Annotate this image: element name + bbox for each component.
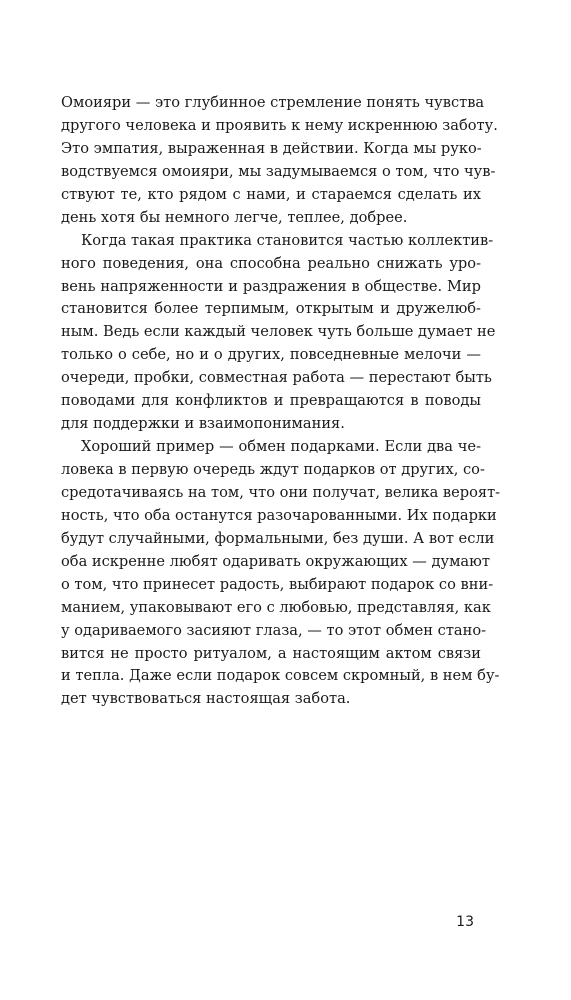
text-line: дет чувствоваться настоящая забота.: [61, 690, 351, 708]
text-line: у одариваемого засияют глаза, — то этот обмен стано-: [61, 621, 487, 639]
text-line: вится не просто ритуалом, а настоящим актом связи: [61, 644, 481, 662]
text-line: Это эмпатия, выраженная в действии. Когда мы руко-: [61, 139, 482, 157]
text-line: Хороший пример — обмен подарками. Если два че-: [81, 438, 481, 456]
text-line: ловека в первую очередь ждут подарков от других, со-: [61, 461, 485, 478]
text-line: становится более терпимым, открытым и дружелюб-: [61, 300, 481, 318]
text-line: ность, что оба останутся разочарованными. Их подарки: [61, 506, 497, 524]
text-line: и тепла. Даже если подарок совсем скромный, в нем бу-: [61, 667, 500, 685]
text-line: только о себе, но и о других, повседневные мелочи —: [61, 346, 481, 364]
text-line: для поддержки и взаимопонимания.: [61, 415, 345, 433]
text-line: Когда такая практика становится частью коллектив-: [81, 231, 494, 249]
paragraph: [61, 436, 501, 711]
text-line: день хотя бы немного легче, теплее, добрее.: [61, 208, 408, 226]
text-line: оба искренне любят одаривать окружающих — думают: [61, 552, 490, 570]
text-line: вень напряженности и раздражения в обществе. Мир: [61, 277, 481, 295]
text-line: будут случайными, формальными, без души. А вот если: [61, 529, 495, 547]
paragraph: [61, 230, 496, 436]
text-line: Омоияри — это глубинное стремление понять чувства: [61, 94, 485, 111]
text-line: ствуют те, кто рядом с нами, и стараемся сделать их: [61, 185, 481, 203]
text-line: другого человека и проявить к нему искреннюю заботу.: [61, 116, 498, 134]
text-line: средотачиваясь на том, что они получат, велика вероят-: [61, 483, 501, 501]
text-line: манием, упаковывают его с любовью, представляя, как: [61, 598, 491, 616]
paragraph: [61, 92, 498, 230]
text-line: ным. Ведь если каждый человек чуть больше думает не: [61, 323, 496, 341]
body-text: [61, 92, 501, 711]
text-line: очереди, пробки, совместная работа — перестают быть: [61, 369, 492, 387]
text-line: водствуемся омоияри, мы задумываемся о том, что чув-: [61, 162, 496, 180]
text-line: о том, что принесет радость, выбирают подарок со вни-: [61, 575, 494, 593]
page-number: 13: [456, 914, 474, 930]
text-line: поводами для конфликтов и превращаются в поводы: [61, 392, 481, 410]
text-line: ного поведения, она способна реально снижать уро-: [61, 254, 481, 272]
